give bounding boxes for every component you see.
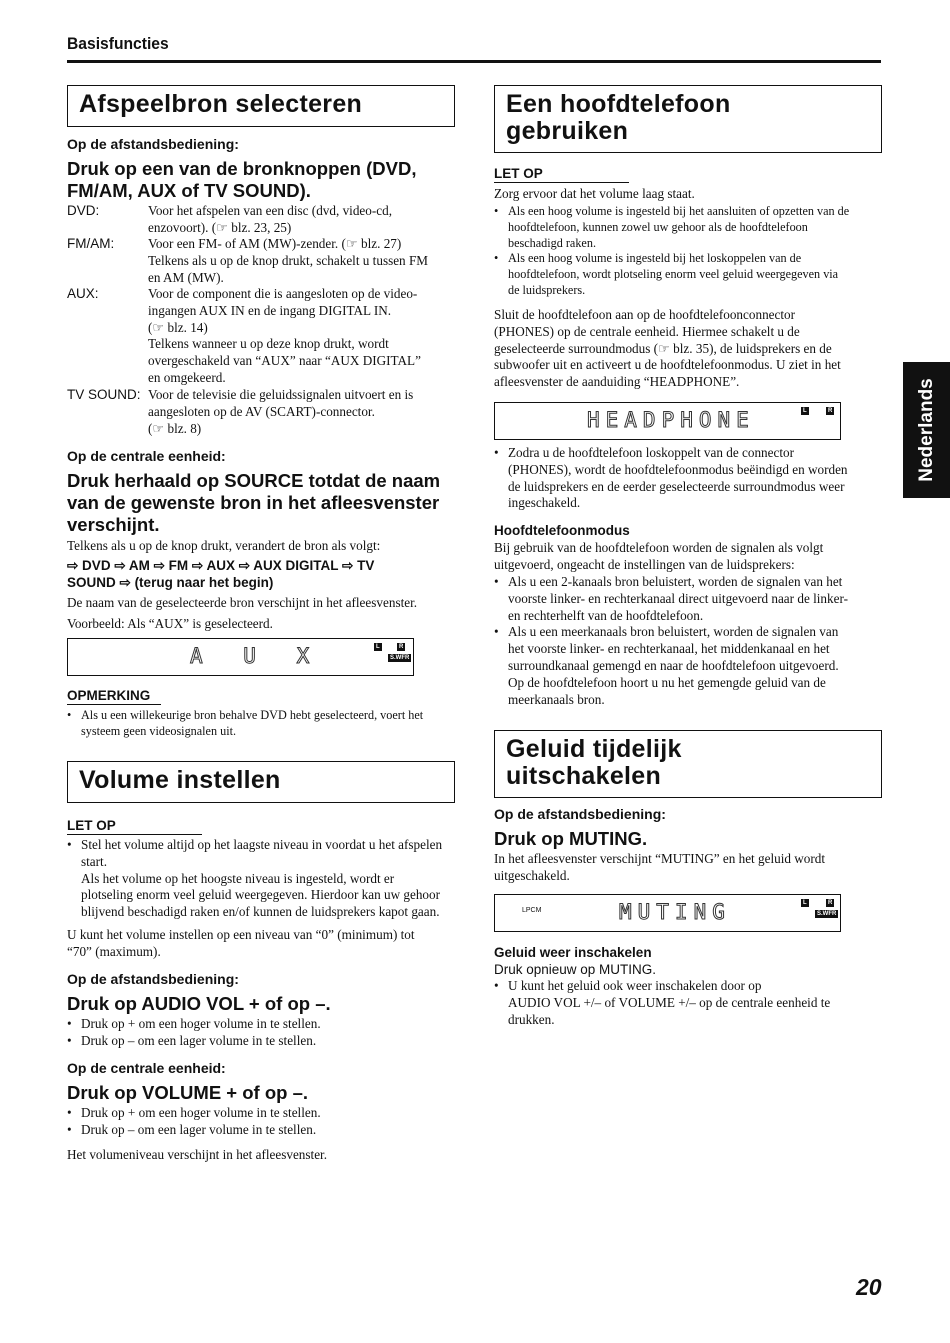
source-sequence: ⇨ DVD ⇨ AM ⇨ FM ⇨ AUX ⇨ AUX DIGITAL ⇨ TV <box>67 558 375 573</box>
definition-description: Voor een FM- of AM (MW)-zender. (☞ blz. 27) Telkens als u op de knop drukt, schakelt u tussen FM en AM (MW). <box>148 236 429 285</box>
definition-description: Voor de televisie die geluidssignalen uitvoert en is aangesloten op de AV (SCART)-connector. (☞ blz. 8) <box>148 387 414 436</box>
display-window-headphone <box>494 402 841 440</box>
central-label: Op de centrale eenheid: <box>67 1060 226 1076</box>
display-indicator-swfr: S.WFR <box>817 911 837 917</box>
definition-term: FM/AM: <box>67 236 115 251</box>
display-indicator-r: R <box>399 644 404 650</box>
paragraph: Telkens als u op de knop drukt, verandert de bron als volgt: <box>67 538 381 553</box>
list-item: • Stel het volume altijd op het laagste niveau in voordat u het afspelen start. Als het volume op het hoogste niveau is ingesteld, wordt er plotseling enorm veel geluid weergegeven. Hierdoor kan uw gehoor blijvend beschadigd raken en/of kunnen de luidsprekers kapot gaan. <box>67 837 459 921</box>
list-item: • Als een hoog volume is ingesteld bij het loskoppelen van de hoofdtelefoon, wordt plotseling enorm veel geluid weergegeven via de luidsprekers. <box>494 251 886 298</box>
display-indicator-r: R <box>828 900 833 906</box>
paragraph: Sluit de hoofdtelefoon aan op de hoofdtelefoonconnector (PHONES) op de centrale eenheid. Hiermee schakelt u de geselecteerde surroundmodus (☞ blz. 35), de luidsprekers en de subwoofer uit en activeert u de hoofdtelefoonmodus. U ziet in het afleesvenster de aanduiding “HEADPHONE”. <box>494 307 841 390</box>
definition-term: AUX: <box>67 286 99 301</box>
bullet-list <box>494 978 886 1028</box>
subheading: Geluid weer inschakelen <box>494 945 652 960</box>
section-title-text: Afspeelbron selecteren <box>79 90 363 118</box>
list-item: • Druk op – om een lager volume in te stellen. <box>67 1033 459 1050</box>
paragraph: De naam van de geselecteerde bron verschijnt in het afleesvenster. <box>67 595 418 610</box>
bullet-list <box>67 1105 459 1139</box>
section-title-afspeelbron <box>67 85 455 127</box>
definition-term: DVD: <box>67 203 100 218</box>
step-instruction: Druk op een van de bronknoppen (DVD, FM/AM, AUX of TV SOUND). <box>67 158 417 201</box>
list-item: • Druk op + om een hoger volume in te stellen. <box>67 1105 459 1122</box>
definition-description: Voor de component die is aangesloten op de video- ingangen AUX IN en de ingang DIGITAL IN. (☞ blz. 14) Telkens wanneer u op deze knop drukt, wordt overgeschakeld van “AUX” naar “AUX DIGITAL” en omgekeerd. <box>148 286 421 385</box>
display-window-muting <box>494 894 841 932</box>
list-item: • Druk op – om een lager volume in te stellen. <box>67 1122 459 1139</box>
caution-heading: LET OP <box>67 818 202 835</box>
caution-list <box>494 204 886 299</box>
remote-label: Op de afstandsbediening: <box>67 971 239 987</box>
display-indicator-r: R <box>828 408 833 414</box>
paragraph: Druk opnieuw op MUTING. <box>494 962 657 977</box>
list-item: • Als u een 2-kanaals bron beluistert, worden de signalen van het voorste linker- en rechterkanaal direct uitgevoerd naar de linker- en rechterhelft van de hoofdtelefoon. <box>494 574 886 624</box>
display-text: HEADPHONE <box>587 408 755 432</box>
list-item: • Als u een willekeurige bron behalve DVD hebt geselecteerd, voert het systeem geen videosignalen uit. <box>67 708 459 740</box>
bullet-list <box>67 1016 459 1050</box>
note-heading: OPMERKING <box>67 688 161 705</box>
caution-heading: LET OP <box>494 166 629 183</box>
list-item: • U kunt het geluid ook weer inschakelen door op AUDIO VOL +/– of VOLUME +/– op de centrale eenheid te drukken. <box>494 978 886 1028</box>
section-title-geluid: Geluid tijdelijk uitschakelen <box>494 730 882 798</box>
note-list <box>67 708 459 740</box>
display-window-aux <box>67 638 414 676</box>
definition-term: TV SOUND: <box>67 387 141 402</box>
section-title-hoofdtelefoon: Een hoofdtelefoon gebruiken <box>494 85 882 153</box>
step-instruction: Druk op AUDIO VOL + of op –. <box>67 993 331 1014</box>
source-sequence: SOUND ⇨ (terug naar het begin) <box>67 575 274 590</box>
paragraph: U kunt het volume instellen op een niveau van “0” (minimum) tot “70” (maximum). <box>67 927 415 959</box>
section-title-volume <box>67 761 455 803</box>
step-instruction: Druk herhaald op SOURCE totdat de naam van de gewenste bron in het afleesvenster verschijnt. <box>67 470 441 535</box>
display-indicator-l: L <box>803 900 807 906</box>
display-indicator-swfr: S.WFR <box>390 655 410 661</box>
page-header: Basisfuncties <box>67 34 169 53</box>
caution-list <box>67 837 459 921</box>
subheading: Hoofdtelefoonmodus <box>494 523 630 538</box>
bullet-list <box>494 445 886 512</box>
language-tab-label: Nederlands <box>915 378 937 482</box>
display-text: MUTING <box>619 900 731 924</box>
remote-label: Op de afstandsbediening: <box>67 136 239 152</box>
list-item: • Als u een meerkanaals bron beluistert, worden de signalen van het voorste linker- en rechterkanaal, het middenkanaal en het surroundkanaal gemengd en naar de hoofdtelefoon uitgevoerd. Op de hoofdtelefoon hoort u nu het gemengde geluid van de meerkanaals bron. <box>494 624 886 708</box>
list-item: • Zodra u de hoofdtelefoon loskoppelt van de connector (PHONES), wordt de hoofdtelefoonmodus beëindigd en worden de luidsprekers en de eerder geselecteerde surroundmodus weer ingeschakeld. <box>494 445 886 512</box>
paragraph: Bij gebruik van de hoofdtelefoon worden de signalen als volgt uitgevoerd, ongeacht de instellingen van de luidsprekers: <box>494 540 824 572</box>
language-tab <box>903 362 950 498</box>
bullet-list <box>494 574 886 708</box>
definition-description: Voor het afspelen van een disc (dvd, video-cd, enzovoort). (☞ blz. 23, 25) <box>148 203 393 235</box>
page-number: 20 <box>856 1274 882 1300</box>
paragraph: Het volumeniveau verschijnt in het afleesvenster. <box>67 1147 328 1162</box>
header-rule <box>67 60 881 63</box>
paragraph: In het afleesvenster verschijnt “MUTING” en het geluid wordt uitgeschakeld. <box>494 851 826 883</box>
display-indicator-l: L <box>376 644 380 650</box>
section-title-text: Volume instellen <box>79 766 281 794</box>
list-item: • Druk op + om een hoger volume in te stellen. <box>67 1016 459 1033</box>
central-label: Op de centrale eenheid: <box>67 448 226 464</box>
paragraph: Voorbeeld: Als “AUX” is geselecteerd. <box>67 616 273 631</box>
display-text: A U X <box>190 644 324 668</box>
step-instruction: Druk op VOLUME + of op –. <box>67 1082 309 1103</box>
paragraph: Zorg ervoor dat het volume laag staat. <box>494 186 695 201</box>
remote-label: Op de afstandsbediening: <box>494 806 666 822</box>
list-item: • Als een hoog volume is ingesteld bij het aansluiten of opzetten van de hoofdtelefoon, kunnen zowel uw gehoor als de hoofdtelefoon beschadigd raken. <box>494 204 886 251</box>
display-indicator-lpcm: LPCM <box>522 907 542 914</box>
step-instruction: Druk op MUTING. <box>494 828 648 849</box>
display-indicator-l: L <box>803 408 807 414</box>
